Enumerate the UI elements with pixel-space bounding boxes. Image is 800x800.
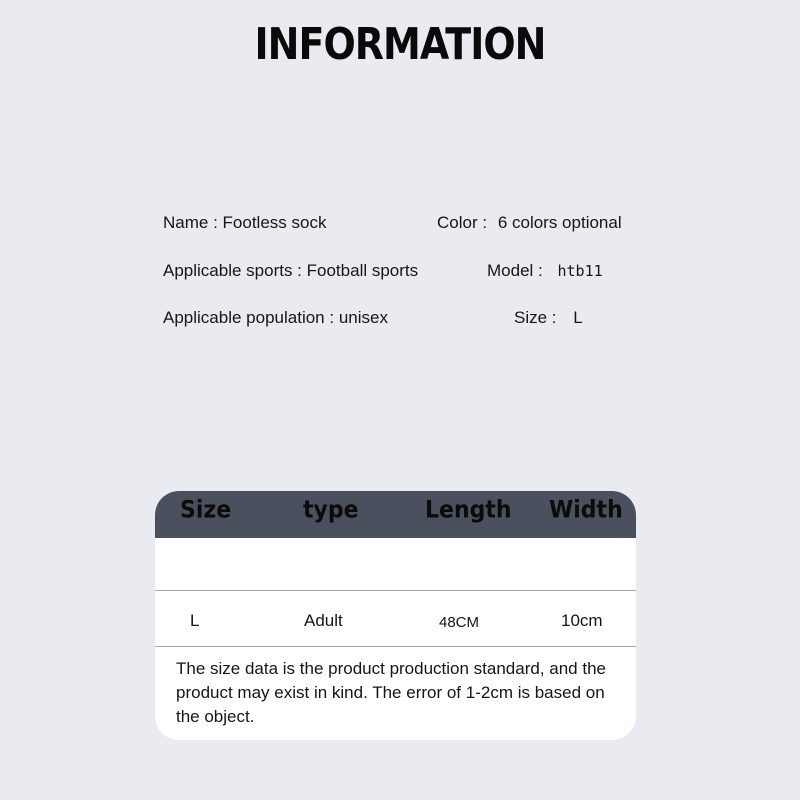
cell-size: L [190, 611, 200, 630]
cell-length: 48CM [439, 614, 480, 631]
spec-size [514, 308, 583, 328]
spec-name [163, 213, 326, 233]
spec-sports [163, 261, 418, 281]
spec-population-value: unisex [338, 308, 388, 327]
column-header-size: Size [180, 496, 232, 525]
spec-model-label: Model : [487, 261, 543, 280]
spec-sports-label: Applicable sports : [163, 261, 302, 280]
column-header-type: type [303, 496, 359, 525]
size-table [155, 491, 636, 740]
spec-color-label: Color : [437, 213, 488, 232]
spec-model-value: htb11 [557, 262, 603, 280]
spec-size-label: Size : [514, 308, 557, 327]
size-note: The size data is the product production standard, and the product may exist in kind. The error of 1-2cm is based on the object. [176, 659, 606, 726]
table-divider [155, 590, 636, 591]
spec-model [487, 261, 603, 281]
spec-population [163, 308, 388, 328]
spec-name-value: Footless sock [222, 213, 327, 232]
column-header-length: Length [425, 496, 512, 525]
column-header-width: Width [549, 496, 623, 525]
spec-name-label: Name : [163, 213, 218, 232]
cell-width: 10cm [561, 611, 603, 630]
table-divider [155, 646, 636, 647]
size-table-header [155, 491, 636, 538]
spec-sports-value: Football sports [306, 261, 419, 280]
spec-size-value: L [573, 308, 583, 327]
spec-color-value: 6 colors optional [497, 213, 622, 232]
page-title: INFORMATION [254, 18, 546, 70]
cell-type: Adult [304, 611, 343, 630]
spec-population-label: Applicable population : [163, 308, 335, 327]
spec-color [437, 213, 622, 233]
